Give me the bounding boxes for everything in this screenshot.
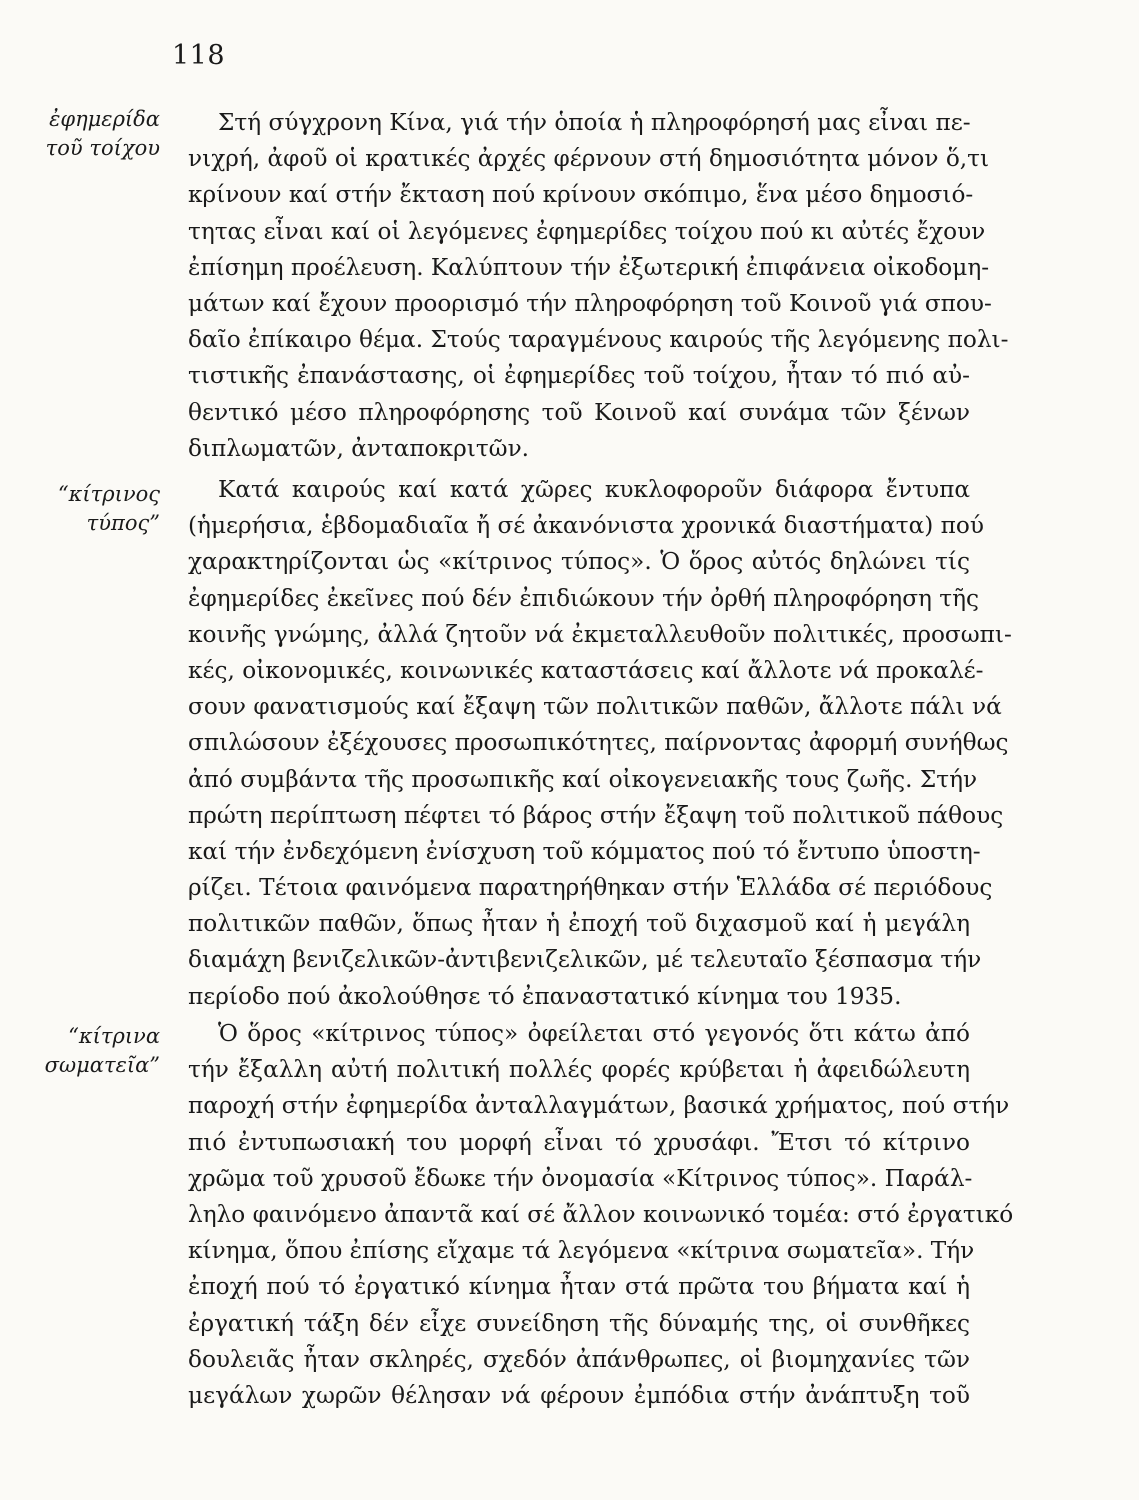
text-line: ληλο φαινόμενο ἀπαντᾶ καί σέ ἄλλον κοινωνικό τομέα: στό ἐργατικό: [188, 1200, 1014, 1228]
text-line: Στή σύγχρονη Κίνα, γιά τήν ὁποία ἡ πληροφόρησή μας εἶναι πε-: [218, 109, 971, 136]
paragraph-wall-newspapers: [188, 105, 1009, 467]
page-number: 118: [172, 40, 226, 71]
text-line: κοινῆς γνώμης, ἀλλά ζητοῦν νά ἐκμεταλλευθοῦν πολιτικές, προσωπι-: [188, 620, 1012, 648]
margin-note-line: τοῦ τοίχου: [45, 136, 160, 160]
text-line: ρίζει. Τέτοια φαινόμενα παρατηρήθηκαν στήν Ἑλλάδα σέ περιόδους: [188, 874, 993, 902]
paragraph-yellow-press: [188, 472, 1012, 1015]
text-line: ἐργατική τάξη δέν εἶχε συνείδηση τῆς δύναμής της, οἱ συνθῆκες: [188, 1309, 970, 1337]
text-line: ἐποχή πού τό ἐργατικό κίνημα ἦταν στά πρῶτα του βήματα καί ἡ: [188, 1273, 970, 1301]
margin-note-line: τύπος”: [86, 511, 160, 535]
text-line: πιό ἐντυπωσιακή του μορφή εἶναι τό χρυσάφι. Ἔτσι τό κίτρινο: [188, 1128, 970, 1156]
margin-note-line: “κίτρινος: [57, 482, 160, 506]
text-line: πρώτη περίπτωση πέφτει τό βάρος στήν ἔξαψη τοῦ πολιτικοῦ πάθους: [188, 801, 1004, 829]
text-line: καί τήν ἐνδεχόμενη ἐνίσχυση τοῦ κόμματος πού τό ἔντυπο ὑποστη-: [188, 837, 981, 865]
margin-note-yellow-unions: [10, 1022, 160, 1080]
text-line: Κατά καιρούς καί κατά χῶρες κυκλοφοροῦν διάφορα ἔντυπα: [218, 476, 970, 503]
text-line: κίνημα, ὅπου ἐπίσης εἴχαμε τά λεγόμενα «κίτρινα σωματεῖα». Τήν: [188, 1237, 975, 1265]
text-line: ἐφημερίδες ἐκεῖνες πού δέν ἐπιδιώκουν τήν ὀρθή πληροφόρηση τῆς: [188, 584, 980, 612]
margin-note-yellow-press: [10, 480, 160, 538]
margin-note-line: ἐφημερίδα: [49, 107, 160, 131]
text-line: δουλειᾶς ἦταν σκληρές, σχεδόν ἀπάνθρωπες, οἱ βιομηχανίες τῶν: [188, 1345, 970, 1373]
text-line: κές, οἰκονομικές, κοινωνικές καταστάσεις καί ἄλλοτε νά προκαλέ-: [188, 656, 984, 684]
text-line: ἀπό συμβάντα τῆς προσωπικῆς καί οἰκογενειακῆς τους ζωῆς. Στήν: [188, 765, 978, 793]
text-line: περίοδο πού ἀκολούθησε τό ἐπαναστατικό κίνημα του 1935.: [188, 982, 902, 1010]
text-line: χρῶμα τοῦ χρυσοῦ ἔδωκε τήν ὀνομασία «Κίτρινος τύπος». Παράλ-: [188, 1164, 973, 1192]
text-line: δαῖο ἐπίκαιρο θέμα. Στούς ταραγμένους καιρούς τῆς λεγόμενης πολι-: [188, 326, 1009, 354]
text-line: σπιλώσουν ἐξέχουσες προσωπικότητες, παίρνοντας ἀφορμή συνήθως: [188, 729, 1009, 757]
margin-note-wall-newspaper: [10, 105, 160, 163]
paragraph-yellow-unions: [188, 1016, 1014, 1414]
text-line: ἐπίσημη προέλευση. Καλύπτουν τήν ἐξωτερική ἐπιφάνεια οἰκοδομη-: [188, 253, 990, 281]
text-line: τητας εἶναι καί οἱ λεγόμενες ἐφημερίδες τοίχου πού κι αὐτές ἔχουν: [188, 217, 986, 245]
text-line: τιστικῆς ἐπανάστασης, οἱ ἐφημερίδες τοῦ τοίχου, ἦταν τό πιό αὐ-: [188, 362, 970, 390]
text-line: Ὁ ὅρος «κίτρινος τύπος» ὀφείλεται στό γεγονός ὅτι κάτω ἀπό: [218, 1020, 970, 1047]
text-line: θεντικό μέσο πληροφόρησης τοῦ Κοινοῦ καί συνάμα τῶν ξένων: [188, 398, 970, 426]
text-line: νιχρή, ἀφοῦ οἱ κρατικές ἀρχές φέρνουν στή δημοσιότητα μόνον ὅ,τι: [188, 145, 990, 173]
margin-note-line: “κίτρινα: [68, 1024, 160, 1048]
text-line: κρίνουν καί στήν ἔκταση πού κρίνουν σκόπιμο, ἕνα μέσο δημοσιό-: [188, 181, 974, 209]
text-line: παροχή στήν ἐφημερίδα ἀνταλλαγμάτων, βασικά χρήματος, πού στήν: [188, 1092, 1010, 1120]
text-line: σουν φανατισμούς καί ἔξαψη τῶν πολιτικῶν παθῶν, ἄλλοτε πάλι νά: [188, 693, 1002, 721]
text-line: διαμάχη βενιζελικῶν-ἀντιβενιζελικῶν, μέ τελευταῖο ξέσπασμα τήν: [188, 946, 982, 974]
text-line: διπλωματῶν, ἀνταποκριτῶν.: [188, 434, 530, 462]
margin-note-line: σωματεῖα”: [44, 1053, 160, 1077]
text-line: (ἡμερήσια, ἑβδομαδιαῖα ἤ σέ ἀκανόνιστα χρονικά διαστήματα) πού: [188, 512, 984, 540]
text-line: χαρακτηρίζονται ὡς «κίτρινος τύπος». Ὁ ὅρος αὐτός δηλώνει τίς: [188, 548, 970, 576]
text-line: πολιτικῶν παθῶν, ὅπως ἦταν ἡ ἐποχή τοῦ διχασμοῦ καί ἡ μεγάλη: [188, 910, 970, 938]
text-line: μάτων καί ἔχουν προορισμό τήν πληροφόρηση τοῦ Κοινοῦ γιά σπου-: [188, 289, 992, 317]
text-line: τήν ἔξαλλη αὐτή πολιτική πολλές φορές κρύβεται ἡ ἀφειδώλευτη: [188, 1056, 970, 1084]
text-line: μεγάλων χωρῶν θέλησαν νά φέρουν ἐμπόδια στήν ἀνάπτυξη τοῦ: [188, 1381, 970, 1409]
